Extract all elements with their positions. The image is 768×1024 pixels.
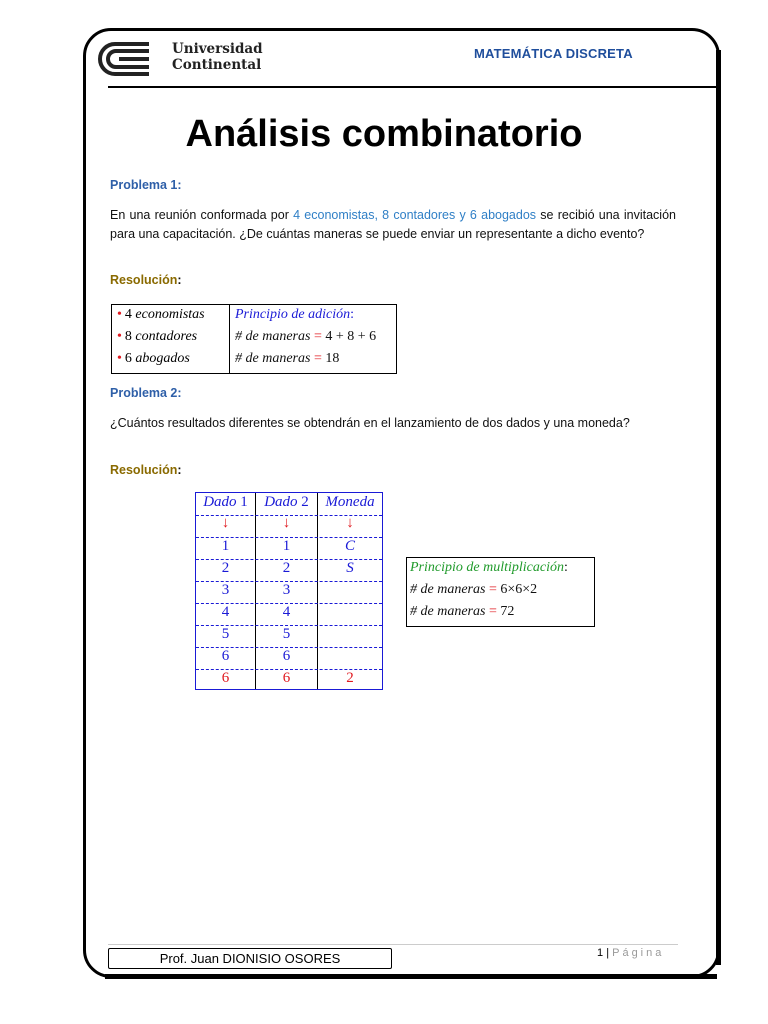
dado1-cell: 4 — [221, 604, 230, 620]
university-name — [172, 41, 263, 73]
total-dado2: 6 — [282, 670, 291, 686]
multiplication-eq1 — [410, 582, 537, 598]
multiplication-eq1-rhs: 6×6×2 — [500, 582, 538, 597]
dado2-cell: 3 — [282, 582, 291, 598]
dado1-cell: 3 — [221, 582, 230, 598]
page-separator: | — [606, 947, 610, 959]
bullet-icon: • — [117, 307, 122, 322]
item-num: 4 — [124, 307, 132, 322]
moneda-cell: S — [346, 560, 354, 576]
addition-eq1-lhs: # de maneras — [235, 329, 311, 344]
frame-shadow-right — [716, 50, 721, 965]
dado1-cell: 2 — [221, 560, 230, 576]
header-dado2 — [256, 494, 317, 511]
multiplication-principle-colon: : — [563, 560, 568, 575]
items-column — [112, 305, 230, 373]
header-num: 1 — [240, 494, 248, 510]
item-num: 8 — [124, 329, 132, 344]
page-title: Análisis combinatorio — [185, 113, 583, 155]
multiplication-box — [406, 557, 595, 627]
university-logo-icon — [97, 40, 157, 78]
bullet-icon: • — [117, 329, 122, 344]
header-word: Dado — [264, 494, 298, 510]
item-contadores — [117, 329, 197, 345]
dado1-cell: 1 — [221, 538, 230, 554]
multiplication-eq2-eq: = — [488, 604, 497, 619]
addition-eq1-eq: = — [313, 329, 322, 344]
problem1-label: Problema 1: — [110, 178, 182, 192]
addition-eq2 — [235, 351, 339, 367]
page-number-value: 1 — [597, 947, 604, 959]
item-text: contadores — [135, 329, 198, 344]
problem2-text: ¿Cuántos resultados diferentes se obtendrán en el lanzamiento de dos dados y una moneda? — [110, 416, 630, 430]
addition-eq2-lhs: # de maneras — [235, 351, 311, 366]
problem2-resolution-label: Resolución — [110, 463, 178, 477]
item-text: economistas — [135, 307, 205, 322]
multiplication-principle — [410, 560, 568, 576]
moneda-cell: C — [344, 538, 355, 554]
page-word: Página — [612, 947, 665, 959]
item-economistas — [117, 307, 205, 323]
addition-principle-colon: : — [350, 307, 354, 322]
problem1-text — [110, 206, 676, 244]
arrow-down-icon: ↓ — [282, 515, 291, 531]
item-abogados — [117, 351, 190, 367]
problem1-text-highlight: 4 economistas, 8 contadores y 6 abogados — [293, 208, 537, 222]
frame-shadow-bottom — [105, 974, 717, 979]
header-word: Dado — [203, 494, 237, 510]
dado2-cell: 5 — [282, 626, 291, 642]
outcomes-table — [195, 492, 383, 690]
dado2-cell: 2 — [282, 560, 291, 576]
multiplication-eq1-eq: = — [488, 582, 497, 597]
arrow-down-icon: ↓ — [221, 515, 230, 531]
problem1-text-after: se recibió una invitación para una capacitación. ¿De cuántas maneras se puede enviar un representante a dicho evento? — [110, 208, 676, 241]
university-line1: Universidad — [172, 41, 263, 57]
dado1-cell: 5 — [221, 626, 230, 642]
problem1-text-before: En una reunión conformada por — [110, 208, 294, 222]
problem1-resolution — [110, 273, 182, 287]
problem1-resolution-colon: : — [177, 273, 182, 287]
addition-eq1 — [235, 329, 376, 345]
course-title: MATEMÁTICA DISCRETA — [474, 46, 633, 61]
total-dado1: 6 — [221, 670, 230, 686]
header-num: 2 — [301, 494, 309, 510]
item-text: abogados — [135, 351, 190, 366]
problem2-resolution-colon: : — [177, 463, 182, 477]
page-number — [597, 947, 664, 959]
addition-principle-label: Principio de adición — [235, 307, 351, 322]
total-moneda: 2 — [346, 670, 354, 686]
header-divider — [108, 86, 720, 88]
problem2-resolution — [110, 463, 182, 477]
multiplication-eq2-lhs: # de maneras — [410, 604, 486, 619]
problem2-label: Problema 2: — [110, 386, 182, 400]
dado1-cell: 6 — [221, 648, 230, 664]
footer-divider — [108, 944, 678, 945]
arrow-down-icon: ↓ — [346, 515, 354, 531]
header-dado1 — [196, 494, 255, 511]
multiplication-eq1-lhs: # de maneras — [410, 582, 486, 597]
item-num: 6 — [124, 351, 132, 366]
addition-box — [111, 304, 397, 374]
multiplication-eq2 — [410, 604, 514, 620]
dado2-cell: 6 — [282, 648, 291, 664]
header-word: Moneda — [325, 494, 375, 510]
professor-name: Prof. Juan DIONISIO OSORES — [108, 948, 392, 969]
addition-eq1-rhs: 4 + 8 + 6 — [325, 329, 377, 344]
addition-principle — [235, 307, 354, 323]
dado2-cell: 1 — [282, 538, 291, 554]
multiplication-eq2-rhs: 72 — [500, 604, 515, 619]
dado2-cell: 4 — [282, 604, 291, 620]
page-frame — [83, 28, 720, 978]
header-moneda — [318, 494, 382, 511]
university-line2: Continental — [172, 57, 262, 73]
addition-eq2-rhs: 18 — [325, 351, 340, 366]
bullet-icon: • — [117, 351, 122, 366]
problem1-resolution-label: Resolución — [110, 273, 178, 287]
addition-eq2-eq: = — [313, 351, 322, 366]
multiplication-principle-label: Principio de multiplicación — [410, 560, 564, 575]
